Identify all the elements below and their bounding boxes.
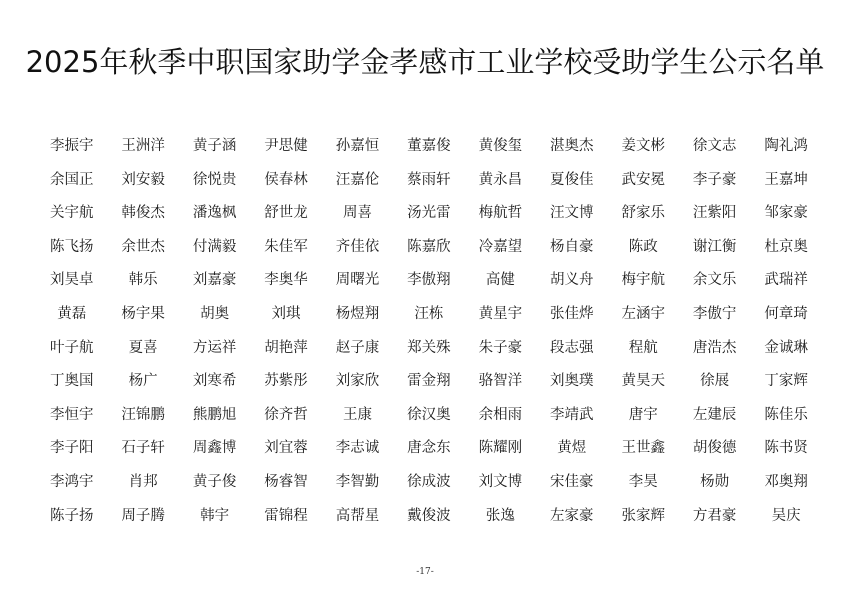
student-name: 胡奥	[200, 305, 230, 322]
student-name: 刘安毅	[121, 171, 165, 188]
student-name: 周子腾	[121, 507, 165, 524]
student-name: 赵子康	[335, 339, 380, 356]
student-name: 陶礼鸿	[764, 138, 808, 154]
student-name: 陈政	[628, 238, 658, 255]
student-name: 周喜	[342, 205, 372, 222]
student-name: 刘嘉豪	[192, 272, 237, 289]
student-name: 杜京奥	[764, 238, 808, 255]
student-name: 徐成波	[407, 473, 451, 490]
student-name: 余国正	[49, 171, 94, 188]
student-name: 李奥华	[264, 272, 308, 289]
student-name: 高健	[485, 272, 515, 289]
student-name: 陈子扬	[49, 507, 94, 524]
student-name: 方运祥	[192, 339, 237, 356]
student-name: 唐浩杰	[692, 339, 737, 356]
student-name: 余相雨	[478, 406, 523, 423]
student-name: 梅宇航	[621, 272, 665, 289]
student-name: 陈佳乐	[764, 406, 808, 423]
student-name: 李智勤	[335, 473, 380, 490]
student-name: 董嘉俊	[407, 138, 451, 154]
student-name: 左家豪	[550, 507, 594, 524]
student-name: 郑关殊	[407, 339, 451, 356]
student-name: 汪文博	[550, 205, 594, 222]
student-name: 周鑫博	[192, 440, 237, 457]
student-name: 尹思健	[264, 138, 308, 154]
student-name: 武安冕	[621, 171, 665, 188]
student-name: 刘家欣	[335, 373, 380, 390]
student-name: 熊鹏旭	[192, 406, 237, 423]
student-name: 杨自豪	[550, 238, 594, 255]
student-name: 王洲洋	[121, 138, 165, 154]
student-name: 刘宜蓉	[264, 440, 308, 457]
student-name: 高帮星	[335, 507, 380, 524]
student-name: 汪嘉伦	[335, 171, 380, 188]
student-name: 邓奥翔	[764, 473, 808, 490]
student-name: 王嘉坤	[764, 171, 808, 188]
student-name: 叶子航	[49, 339, 94, 356]
student-name: 胡义舟	[550, 272, 594, 289]
student-name: 陈耀刚	[478, 440, 523, 457]
student-name: 雷金翔	[407, 373, 451, 390]
student-name: 汪紫阳	[692, 205, 737, 222]
student-name: 李志诚	[335, 440, 380, 457]
student-name: 戴俊波	[407, 507, 451, 524]
student-name: 陈书贤	[764, 440, 808, 457]
student-name: 段志强	[550, 339, 594, 356]
student-name: 朱子豪	[478, 339, 523, 356]
student-name: 王康	[342, 406, 372, 423]
student-name: 李鸿宇	[49, 473, 94, 490]
student-name: 杨勋	[700, 473, 730, 490]
student-name: 冷嘉望	[478, 238, 523, 255]
student-name: 刘昊卓	[49, 272, 94, 289]
page-number: -17-	[416, 567, 434, 577]
student-name: 夏俊佳	[550, 171, 594, 188]
student-name: 黄永昌	[478, 171, 523, 188]
student-name: 蔡雨轩	[407, 171, 451, 188]
student-name: 潘逸枫	[192, 205, 237, 222]
student-name: 黄磊	[57, 305, 87, 322]
student-name: 杨睿智	[264, 473, 308, 490]
student-name: 孙嘉恒	[335, 138, 380, 154]
student-name: 侯春林	[264, 171, 308, 188]
student-name: 韩俊杰	[121, 205, 165, 222]
student-name: 刘文博	[478, 473, 523, 490]
student-name: 徐齐哲	[264, 406, 308, 423]
student-name: 汪栋	[414, 305, 444, 322]
student-name: 吴庆	[771, 507, 801, 524]
student-name: 黄子俊	[192, 473, 237, 490]
student-name-list	[36, 132, 822, 535]
student-name: 丁家辉	[764, 373, 808, 390]
student-name: 骆智洋	[478, 373, 523, 390]
student-name: 徐展	[700, 373, 730, 390]
student-name: 韩乐	[128, 272, 158, 289]
student-name: 苏紫彤	[264, 373, 308, 390]
student-name: 黄煜	[557, 440, 587, 457]
student-name: 姜文彬	[621, 138, 665, 154]
student-name: 余文乐	[692, 272, 737, 289]
student-name: 丁奥国	[49, 373, 94, 390]
student-name: 李傲翔	[407, 272, 451, 289]
student-name: 方君豪	[692, 507, 737, 524]
student-name: 黄俊玺	[478, 138, 523, 154]
student-name: 李靖武	[550, 406, 594, 423]
student-name: 周曙光	[335, 272, 380, 289]
student-name: 刘琪	[271, 305, 301, 322]
student-name: 齐佳依	[335, 238, 380, 255]
student-name: 唐宇	[628, 406, 658, 423]
student-name: 杨煜翔	[335, 305, 380, 322]
student-name: 付满毅	[192, 238, 237, 255]
student-name: 程航	[628, 339, 658, 356]
student-name: 李振宇	[49, 138, 94, 154]
student-name: 陈嘉欣	[407, 238, 451, 255]
document-title: 2025年秋季中职国家助学金孝感市工业学校受助学生公示名单	[25, 45, 825, 79]
student-name: 汪锦鹏	[121, 406, 165, 423]
student-name: 胡俊德	[692, 440, 737, 457]
student-name: 肖邦	[128, 473, 158, 490]
student-name: 关宇航	[49, 205, 94, 222]
student-name: 梅航哲	[478, 205, 523, 222]
student-name: 雷锦程	[264, 507, 308, 524]
student-name: 夏喜	[128, 339, 158, 356]
student-name: 宋佳豪	[550, 473, 594, 490]
student-name: 左涵宇	[621, 305, 665, 322]
student-name: 张佳烨	[550, 305, 594, 322]
student-name: 汤光雷	[407, 205, 451, 222]
student-name: 徐悦贵	[192, 171, 237, 188]
student-name: 杨广	[128, 373, 158, 390]
student-name: 杨宇果	[121, 305, 165, 322]
student-name: 湛奥杰	[550, 138, 594, 154]
student-name: 李恒宇	[49, 406, 94, 423]
student-name: 王世鑫	[621, 440, 665, 457]
student-name: 韩宇	[200, 507, 230, 524]
student-name: 张逸	[485, 507, 515, 524]
student-name: 李子豪	[692, 171, 737, 188]
student-name: 张家辉	[621, 507, 665, 524]
student-name: 李昊	[628, 473, 658, 490]
student-name: 朱佳军	[264, 238, 308, 255]
student-name: 何章琦	[764, 305, 808, 322]
student-name: 黄昊天	[621, 373, 665, 390]
student-name: 石子轩	[121, 440, 165, 457]
student-name: 刘寒希	[192, 373, 237, 390]
student-name: 黄子涵	[192, 138, 237, 154]
student-name: 李子阳	[49, 440, 94, 457]
student-name: 黄星宇	[478, 305, 523, 322]
student-name: 唐念东	[407, 440, 451, 457]
student-name: 金诚琳	[764, 339, 808, 356]
student-name: 舒家乐	[621, 205, 665, 222]
student-name: 徐文志	[692, 138, 737, 154]
student-name: 谢江衡	[692, 238, 737, 255]
student-name: 武瑞祥	[764, 272, 808, 289]
student-name: 左建辰	[692, 406, 737, 423]
student-name: 邹家豪	[764, 205, 808, 222]
student-name: 陈飞扬	[49, 238, 94, 255]
student-name: 胡艳萍	[264, 339, 308, 356]
student-name: 李傲宁	[692, 305, 737, 322]
student-name: 舒世龙	[264, 205, 308, 222]
student-name: 刘奥璞	[550, 373, 594, 390]
student-name: 余世杰	[121, 238, 165, 255]
student-name: 徐汉奥	[407, 406, 451, 423]
